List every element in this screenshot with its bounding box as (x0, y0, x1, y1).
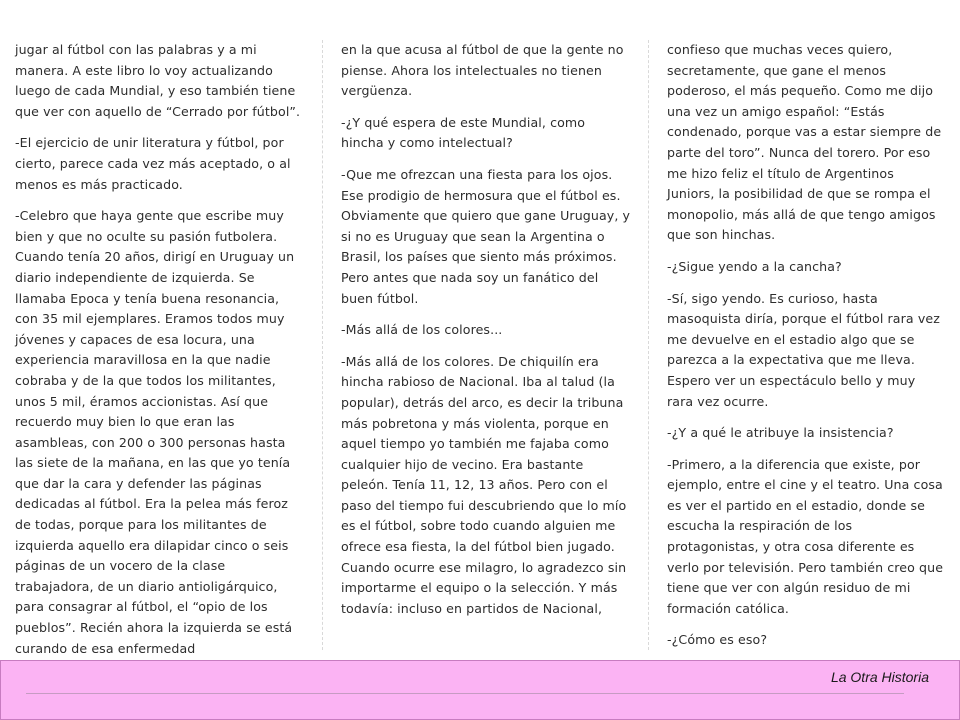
paragraph: -Más allá de los colores. De chiquilín era hincha rabioso de Nacional. Iba al talud (la popular), detrás del arco, es decir la tribuna más pobretona y más violenta, porque en aquel tiempo yo también me fajaba como cualquier hijo de vecino. Era bastante peleón. Tenía 11, 12, 13 años. Pero con el paso del tiempo fui descubriendo que lo mío es el fútbol, sobre todo cuando alguien me ofrece esa fiesta, la del fútbol bien jugado. Cuando ocurre ese milagro, lo agradezco sin importarme el equipo o la selección. Y más todavía: incluso en partidos de Nacional, (341, 353, 627, 616)
column-divider (322, 40, 324, 650)
paragraph: -Primero, a la diferencia que existe, por ejemplo, entre el cine y el teatro. Una cosa es ver el partido en el estadio, donde se escucha la respiración de los protagonistas, y otra cosa diferente es verlo por televisión. Pero también creo que tiene que ver con algún residuo de mi formación católica. (667, 456, 944, 616)
text-column-1 (15, 40, 305, 670)
paragraph: -Celebro que haya gente que escribe muy bien y que no oculte su pasión futbolera. Cuando tenía 20 años, dirigí en Uruguay un diario independiente de izquierda. Se llamaba Epoca y tenía buena resonancia, con 35 mil ejemplares. Eramos todos muy jóvenes y capaces de esa locura, una experiencia maravillosa en la que nadie cobraba y de la que todos los militantes, unos 5 mil, éramos accionistas. Así que recuerdo muy bien lo que eran las asambleas, con 200 o 300 personas hasta las siete de la mañana, en las que yo tenía que dar la cara y defender las páginas dedicadas al fútbol. Era la pelea más feroz de todas, porque para los militantes de izquierda aquello era dilapidar cinco o seis páginas de un vocero de la clase trabajadora, de un diario antioligárquico, para consagrar al fútbol, el “opio de los pueblos”. Recién ahora la izquierda se está curando de esa enfermedad (15, 208, 295, 656)
paragraph: -Más allá de los colores... (341, 322, 503, 338)
footer-divider (26, 693, 904, 694)
paragraph: -Que me ofrezcan una fiesta para los ojos. Ese prodigio de hermosura que el fútbol es. Obviamente que quiero que gane Uruguay, y si no es Uruguay que sean la Argentina o Brasil, los países que siento más próximos. Pero antes que nada soy un fanático del buen fútbol. (341, 166, 631, 306)
text-column-3 (667, 40, 945, 662)
paragraph: -¿Cómo es eso? (667, 632, 768, 648)
paragraph: -¿Y a qué le atribuye la insistencia? (667, 425, 894, 441)
paragraph: confieso que muchas veces quiero, secretamente, que gane el menos poderoso, el más pequeño. Como me dijo una vez un amigo español: “Estás condenado, porque vas a estar siempre de parte del toro”. Nunca del torero. Por eso me hizo feliz el título de Argentinos Juniors, la posibilidad de que se rompa el monopolio, más allá de que tengo amigos que son hinchas. (667, 42, 942, 243)
column-divider (648, 40, 650, 650)
paragraph: -¿Sigue yendo a la cancha? (667, 258, 842, 274)
paragraph: en la que acusa al fútbol de que la gente no piense. Ahora los intelectuales no tienen vergüenza. (341, 42, 624, 99)
footer-title: La Otra Historia (830, 669, 929, 685)
paragraph: -El ejercicio de unir literatura y fútbol, por cierto, parece cada vez más aceptado, o al menos es más practicado. (15, 135, 291, 192)
paragraph: -Sí, sigo yendo. Es curioso, hasta masoquista diría, porque el fútbol rara vez me devuelve en el estadio algo que se parezca a la expectativa que me lleva. Espero ver un espectáculo bello y muy rara vez ocurre. (667, 290, 940, 409)
text-column-2 (341, 40, 631, 630)
paragraph: jugar al fútbol con las palabras y a mi manera. A este libro lo voy actualizando luego de cada Mundial, y eso también tiene que ver con aquello de “Cerrado por fútbol”. (15, 42, 301, 119)
paragraph: -¿Y qué espera de este Mundial, como hincha y como intelectual? (341, 114, 586, 151)
footer-bar (0, 660, 960, 720)
